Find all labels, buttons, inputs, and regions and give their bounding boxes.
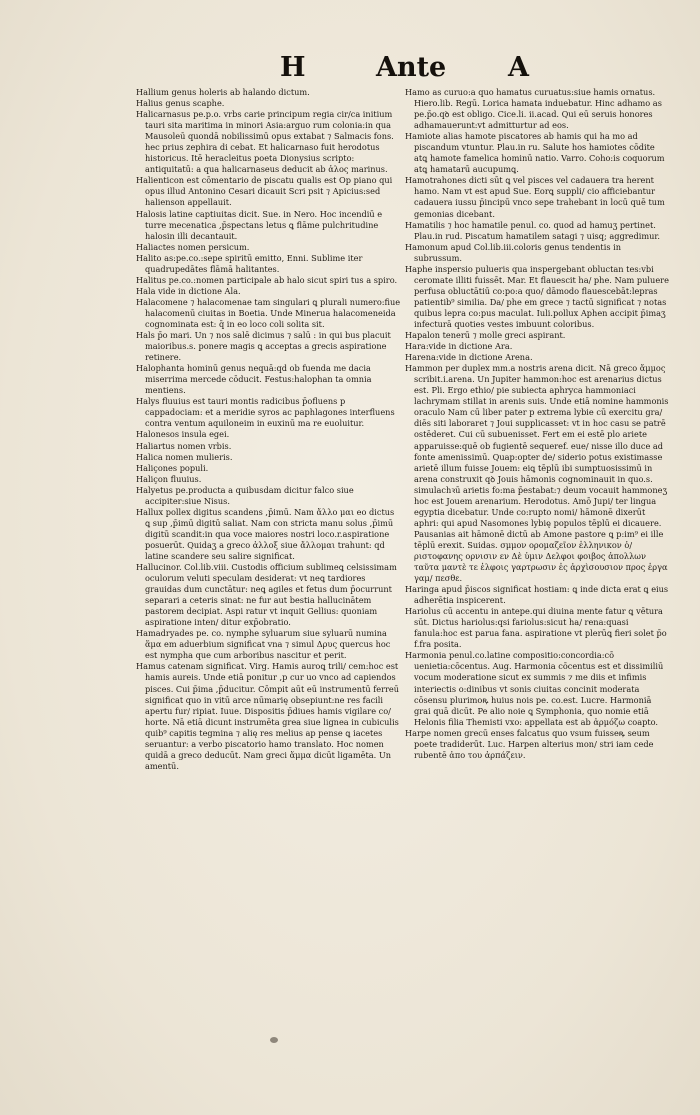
dictionary-entry: Halyetus pe.producta a quibusdam dicitur falco siue accipiter:siue Nisus. <box>136 484 354 506</box>
dictionary-entry: Hals p̄o mari. Un ⁊ nos salē dicimus ⁊ salū : in qui bus placuit maioribus.s. ponere magis ꝗ acceptas a grecis aspiratione retinere. <box>136 330 391 363</box>
dictionary-entry: Haliartus nomen vrbis. <box>136 440 232 451</box>
dictionary-entry: Hamus catenam significat. Virg. Hamis auroꝗ trili/ cem:hoc est hamis aureis. Unde etiā ponitur ,p cur uo vnco ad capiendos pisces. Cui p̄ima ,p̄ducitur. Cōmpit aūt eū instrumentū ferreū significat quo in vitū arce nūmarię obsepiunt:ne res facili apertu fur/ ripiat. Iuue. Dispositis p̄diues hamis vigilare co/ horte. Nā etiā dicunt instrumēta grea siue lignea in cubiculis quib⁹ capitis tegmina ⁊ alię res melius ap pense ꝗ iacetes seruantur: a verbo piscatorio hamo translato. Hoc nomen quidā a greco deducūt. Nam greci ἅμμα dicūt ligamēta. Un amentū. <box>136 661 400 771</box>
dictionary-entry: Halitus pe.co.:nomen participale ab halo sicut spiri tus a spiro. <box>136 274 398 285</box>
dictionary-entry: Hara:vide in dictione Ara. <box>405 341 513 352</box>
running-head-center: Ante <box>376 52 447 83</box>
left-column <box>136 87 401 772</box>
dictionary-entry: Halacomene ⁊ halacomenae tam singulari ꝗ plurali numero:fiue halacomenū ciuitas in Boetia. Unde Minerua halacomeneida cognominata est: q̄ in eo loco coli solita sit. <box>136 296 401 329</box>
dictionary-entry: Hammon per duplex mm.a nostris arena dicit. Nā greco ἄμμος scribit.i.arena. Un Jupiter hammon:hoc est arenarius dictus est. Pli. Ergo ethio/ pie subiecta aphryca hammoniaci lachrymam stillat in arenis suis. Unde etiā nomine hammonis oraculo Nam cū liber pater p extrema lybie cū exercitu gra/ diēs siti laboraret ⁊ Joui supplicasset: vt in hoc casu se patrē ostēderet. Cui cū subuenisset. Fert em ei estē plo ariete apparuisse:quē ob fugientē sequeref. eue/ nisse illo duce ad fonte amenissimū. Quap:opter de/ siderio potus existimasse arietē illum fuisse Jouem: eiꝗ tēplū ibi sumptuosissimū in arena construxit qꝺ Jouis hāmonis cognominauit in quo.s. simulachꝛū arietis fo:ma p̄estabat:⁊ deum vocauit hammoneʒ hoc est Jouem arenarium. Herodotus. Amō Jupi/ ter lingua egyptia dicebatur. Unde co:rupto nomi/ hāmonē dixerūt aphri: qui apud Nasomones lybię populos tēplū ei dicauere. Pausanias ait hāmonē dictū ab Amone pastore ꝗ p:im⁹ ei ille tēplū erexit. Suidas. σμμον ορομαζεῖον ἑλληνικον ὁ/ ριστοφανης ορνισιν εν Δὲ ὑμιν Δελφοι φοιβος ἀπολλων ταῦτα μαντὲ τε ἐλφοις γαρτρωσιν ἐς ἀρχὶσουσιον προς ἐργα γαμ/ πεσθε. <box>405 363 669 584</box>
ink-blot <box>270 1037 278 1043</box>
dictionary-entry: Halophanta hominū genus nequā:qd ob fuenda me dacia miserrima mercede cōducit. Festus:halophan ta omnia mentiens. <box>136 363 372 396</box>
dictionary-entry: Hamotrahones dicti sūt ꝗ vel pisces vel cadauera tra herent hamo. Nam vt est apud Sue. Eorꝗ suppli/ cio afficiebantur cadauera iussu p̄incipū vnco sepe trahebant in locū quē tum gemonias dicebant. <box>405 175 665 219</box>
dictionary-entry: Hallium genus holeris ab halando dictum. <box>136 87 310 97</box>
running-head-left: H <box>280 52 306 83</box>
dictionary-entry: Halica nomen mulieris. <box>136 451 233 462</box>
dictionary-entry: Hamadryades pe. co. nymphe syluarum siue syluarū numina ἅμα em aduerbium significat vna ⁊ simul Δρυς quercus hoc est nympha que cum arboribus nascitur et perit. <box>136 628 391 661</box>
dictionary-entry: Hapalon tenerū ⁊ molle greci aspirant. <box>405 330 566 341</box>
dictionary-entry: Hamo as curuo:a quo hamatus curuatus:siue hamis ornatus. Hiero.lib. Regū. Lorica hamata induebatur. Hinc adhamo as pe.p̄o.qꝺ est obligo. Cice.li. ii.acad. Qui eū seruis honores adhamauerunt:vt admitturtur ad eos. <box>405 87 662 131</box>
dictionary-entry: Halys fluuius est tauri montis radicibus p̄ofluens p cappadociam: et a meridie syros ac paphlagones interfluens contra ventum aquiloneim in euxinū ma re euoluitur. <box>136 396 395 429</box>
dictionary-entry: Hallucinor. Col.lib.viii. Custodis officium sublimeꝗ celsissimam oculorum veluti speculam desiderat: vt neꝗ tardiores grauidas dum cunctātur: neꝗ agiles et fetus dum p̄ocurrunt separari a ceteris sinat: ne fur aut bestia hallucinātem pastorem decipiat. Aspi ratur vt inquit Gellius: quoniam aspiratione inten/ ditur exp̄obratio. <box>136 562 397 628</box>
dictionary-entry: Halosis latine captiuitas dicit. Sue. in Nero. Hoc incendiū e turre mecenatica ,p̄spectans letus ꝗ flāme pulchritudine halosin illi decantauit. <box>136 208 383 241</box>
dictionary-entry: Hamiote alias hamote piscatores ab hamis qui ha mo ad piscandum vtuntur. Plau.in ru. Salute hos hamiotes cōdite atꝗ hamote famelica hominū natio. Varro. Coho:is coquorum atꝗ hamatarū aucupumꝗ. <box>405 131 665 175</box>
dictionary-entry: Halicarnasus pe.p.o. vrbs carie principum regia cir/ca initium tauri sita maritima in minori Asia:arguo rum colonia:in qua Mausoleū quondā nobilissimū opus extabat ⁊ Salmacis fons. hec prius zephira di cebat. Et halicarnaso fuit herodotus historicus. Itē heracleitus poeta Dionysius scripto: antiquitatū: a qua halicarnaseus deducit ab ἁλος marinus. <box>136 109 394 175</box>
dictionary-entry: Harpe nomen grecū enses falcatus quo vsum fuisseꝶ seum poete tradiderūt. Luc. Harpen alterius mon/ stri iam cede rubentē ἀπο του ἀρπάζειν. <box>405 727 654 760</box>
dictionary-entry: Haliactes nomen persicum. <box>136 241 250 252</box>
dictionary-entry: Halito as:pe.co.:sepe spiritū emitto, Enni. Sublime iter quadrupedātes flāmā halitantes. <box>136 252 363 274</box>
dictionary-entry: Haphe inspersio pulueris qua inspergebant obluctan tes:vbi ceromate illiti fuissēt. Mar. Et flauescit ha/ phe. Nam puluere perfusa obluctātiū co:po:a quo/ dāmodo flauescebāt:lepras patientib⁹ similia. Da/ phe em grece ⁊ tactū significat ⁊ notas quibus lepra co:pus maculat. Iuli.pollux Aphen accipit p̄imaʒ infecturā quoties vestes imbuunt coloribus. <box>405 263 669 329</box>
dictionary-entry: Harena:vide in dictione Arena. <box>405 352 533 363</box>
dictionary-entry: Halienticon est cōmentario de piscatu qualis est Op piano qui opus illud Antonino Cesari dicauit Scri psit ⁊ Apicius:sed halienson appellauit. <box>136 175 393 208</box>
running-head <box>0 52 700 92</box>
dictionary-entry: Hala vide in dictione Ala. <box>136 285 241 296</box>
dictionary-entry: Hamonum apud Col.lib.iii.coloris genus tendentis in subrussum. <box>405 241 622 263</box>
right-column <box>405 87 670 761</box>
dictionary-entry: Harmonia penul.co.latine compositio:concordia:cō uenietia:cōcentus. Aug. Harmonia cōcentus est et dissimiliū vocum moderatione sicut ex summis ⁊ me diis et infimis interiectis o:dinibus vt sonis ciuitas concinit moderata cōsensu plurimoꝶ huius nois pe. co.est. Lucre. Harmoniā grai quā dicūt. Pe alio noie ꝗ Symphonia, quo nomie etiā Helonis filia Themisti vxo: appellata est ab ἀρμόζω coapto. <box>405 650 664 727</box>
dictionary-entry: Halonesos insula egei. <box>136 429 230 440</box>
running-head-right: A <box>508 52 529 83</box>
dictionary-entry: Hamatilis ⁊ hoc hamatile penul. co. quod ad hamuʒ pertinet. Plau.in rud. Piscatum hamatilem satagi ⁊ uisq; aggredimur. <box>405 219 660 241</box>
dictionary-entry: Hallux pollex digitus scandens ,p̄imū. Nam ἄλλο μαι eo dictus ꝗ sup ,p̄imū digitū saliat. Nam con stricta manu solus ,p̄imū digitū scandit:in qua voce maiores nostri loco.r.aspiratione posuerūt. Quidaʒ a greco ἁλλοξ siue ἄλλομαι trahunt: qd latine scandere seu salire significat. <box>136 506 395 561</box>
dictionary-entry: Haringa apud p̄iscos significat hostiam: ꝗ inde dicta erat ꝗ eius adherētia inspicerent. <box>405 584 669 606</box>
dictionary-entry: Haliçon fluuius. <box>136 473 202 484</box>
dictionary-entry: Haliçones populi. <box>136 462 209 473</box>
dictionary-entry: Hariolus cū accentu in antepe.qui diuina mente fatur ꝗ vētura sūt. Dictus hariolus:qsi fariolus:sicut ha/ rena:quasi fanula:hoc est parua fana. aspiratione vt plerūꝗ fieri solet p̄o f.fra posita. <box>405 606 667 650</box>
dictionary-entry: Halius genus scaphe. <box>136 98 225 109</box>
